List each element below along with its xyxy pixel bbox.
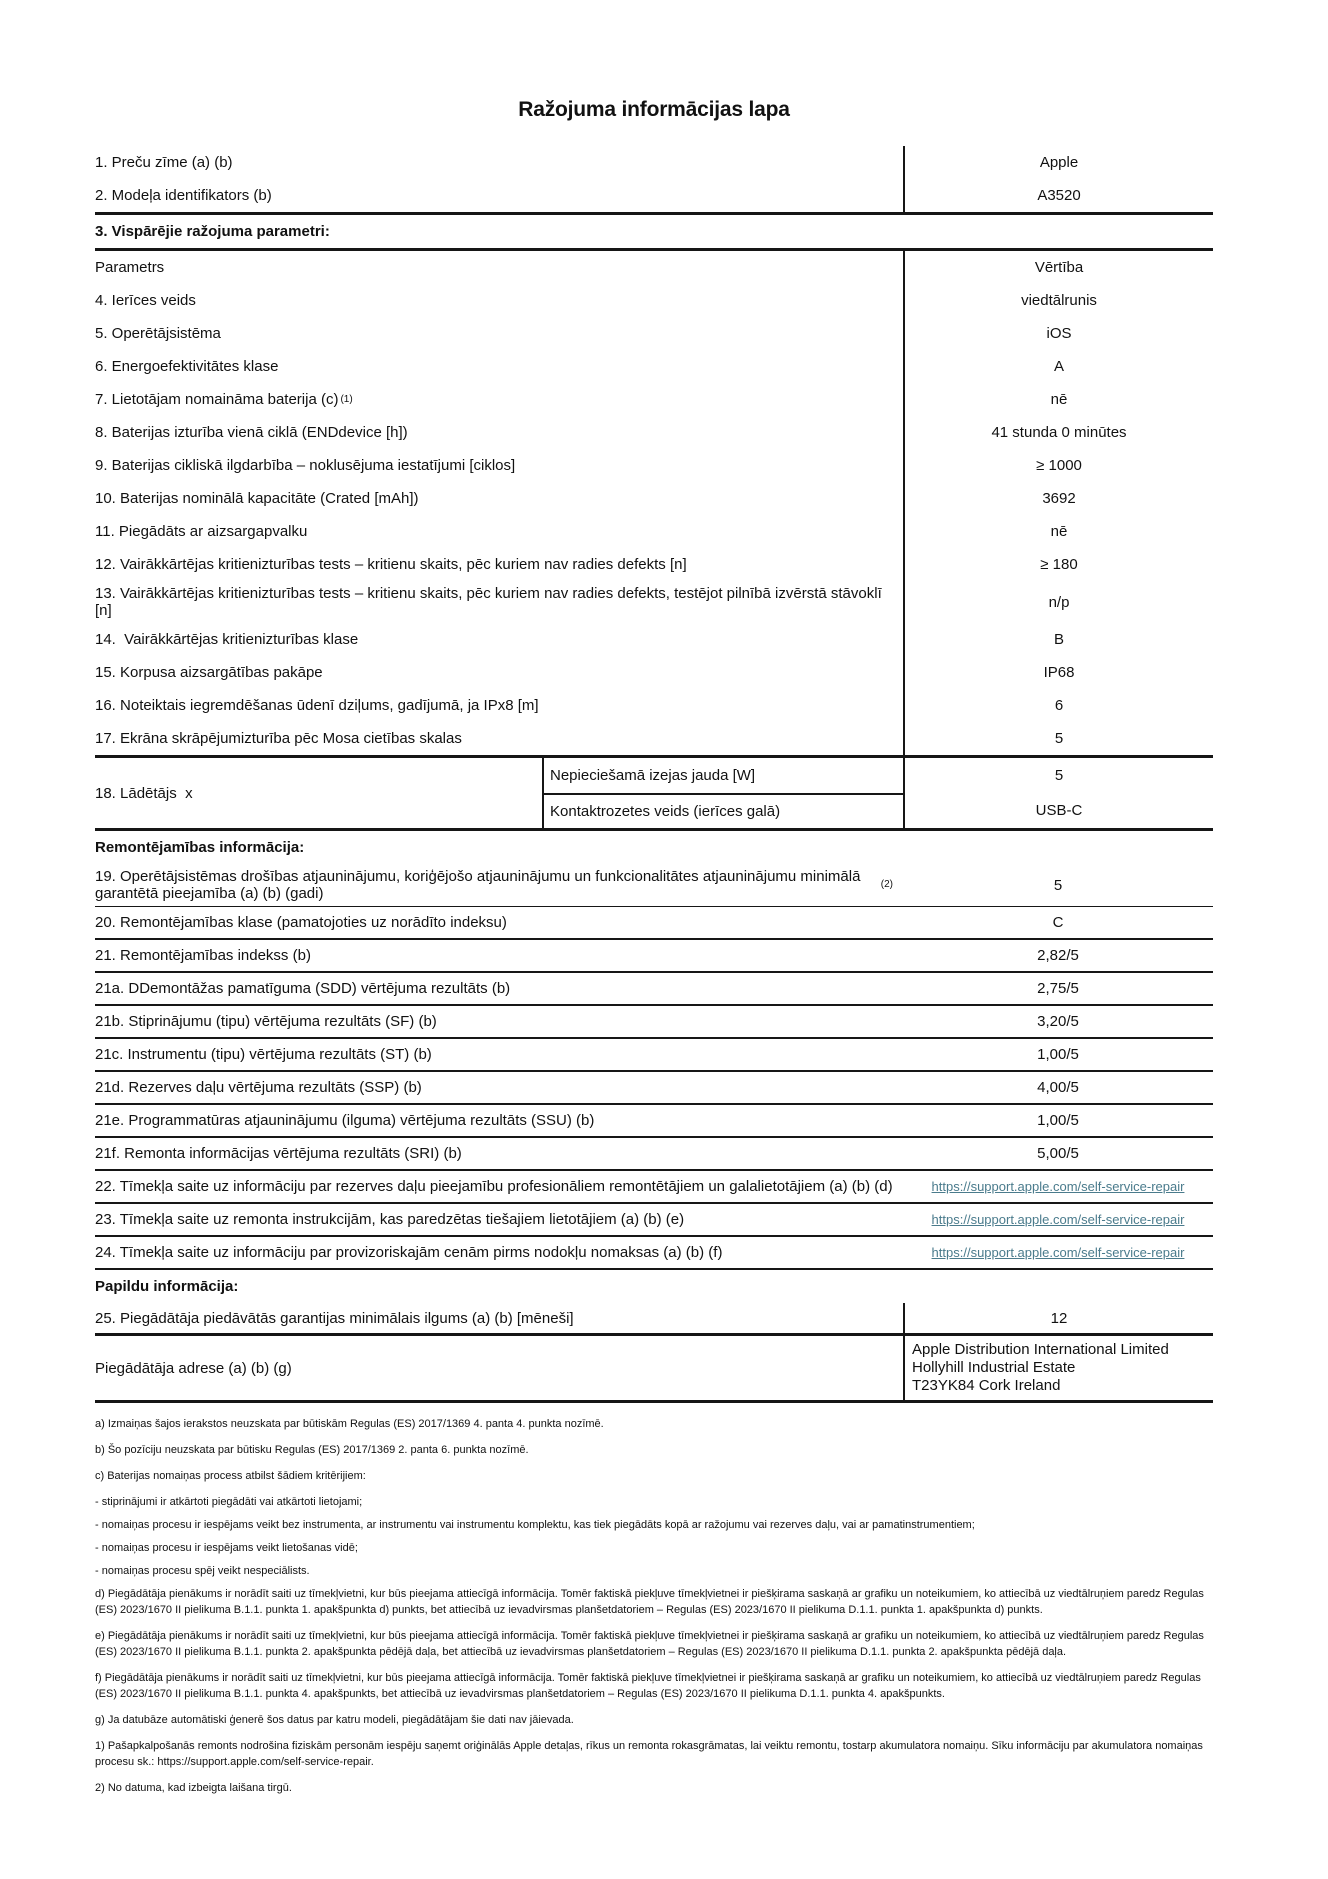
product-info-table bbox=[95, 146, 1213, 1403]
footnote: f) Piegādātāja pienākums ir norādīt saiti uz tīmekļvietni, kur būs pieejama attiecīgā informācija. Tomēr faktiskā piekļuve tīmekļvietnei ir piešķirama saskaņā ar grafiku un noteikumiem, ko attiecībā uz viedtālruņiem paredz Regulas (ES) 2023/1670 II pielikuma B.1.1. punkta 4. apakšpunkts, bet attiecībā uz ievadvirsmas planšetdatoriem – Regulas (ES) 2023/1670 II pielikuma D.1.1. punkta 4. apakšpunkts. bbox=[95, 1672, 1201, 1700]
section-heading-label: 3. Vispārējie ražojuma parametri: bbox=[95, 223, 330, 240]
row-value-text: 1,00/5 bbox=[1037, 1046, 1079, 1063]
table-row bbox=[95, 548, 1213, 581]
table-row bbox=[95, 1006, 1213, 1039]
row-value-text: 5 bbox=[1054, 767, 1064, 784]
table-row bbox=[95, 1303, 1213, 1336]
row-label bbox=[95, 623, 903, 656]
row-label: 19. Operētājsistēmas drošības atjauninājumu, koriģējošo atjauninājumu un funkcionalitātes atjauninājumu minimālā garantētā pieejamība (a) (b) (gadi) (2) bbox=[95, 868, 893, 902]
row-value-text: B bbox=[1053, 631, 1064, 648]
row-label-text: 11. Piegādāts ar aizsargapvalku bbox=[95, 523, 308, 540]
row-label bbox=[95, 1138, 903, 1169]
table-row bbox=[95, 864, 1213, 907]
row-label bbox=[95, 1303, 903, 1333]
row-value bbox=[903, 1171, 1213, 1202]
row-value bbox=[903, 179, 1213, 212]
row-value bbox=[903, 1006, 1213, 1037]
row-value bbox=[903, 515, 1213, 548]
row-value-text: 5,00/5 bbox=[1037, 1145, 1079, 1162]
row-value bbox=[903, 548, 1213, 581]
row-label bbox=[95, 251, 903, 284]
row-label bbox=[95, 1039, 903, 1070]
row-label bbox=[95, 689, 903, 722]
row-label bbox=[95, 1072, 903, 1103]
row-value-text: ≥ 180 bbox=[1040, 556, 1078, 573]
row-label bbox=[95, 1006, 903, 1037]
row-value bbox=[903, 940, 1213, 971]
row-value bbox=[903, 317, 1213, 350]
row-value bbox=[903, 1204, 1213, 1235]
row-label-text: 8. Baterijas izturība vienā ciklā (ENDdevice [h]) bbox=[95, 424, 408, 441]
footnote: - nomaiņas procesu spēj veikt nespeciālists. bbox=[95, 1565, 310, 1577]
footnote: 1) Pašapkalpošanās remonts nodrošina fiziskām personām iespēju saņemt oriģinālās Apple detaļas, rīkus un remonta rokasgrāmatas, lai veiktu remontu, tostarp akumulatora nomaiņu. Sīku informāciju par akumulatora nomaiņas procesu sk.: https://support.apple.com/self-service-repair. bbox=[95, 1740, 1203, 1768]
row-value-text: nē bbox=[1050, 391, 1068, 408]
row-label bbox=[95, 722, 903, 755]
row-value bbox=[903, 1072, 1213, 1103]
row-label-text: 21a. DDemontāžas pamatīguma (SDD) vērtējuma rezultāts (b) bbox=[95, 980, 511, 997]
row-label-text: 21f. Remonta informācijas vērtējuma rezultāts (SRI) (b) bbox=[95, 1145, 462, 1162]
row-label-text: Nepieciešamā izejas jauda [W] bbox=[550, 767, 756, 784]
row-value bbox=[903, 1039, 1213, 1070]
row-label bbox=[95, 284, 903, 317]
row-label: 7. Lietotājam nomaināma baterija (c) (1) bbox=[95, 391, 353, 408]
row-label-text: 22. Tīmekļa saite uz informāciju par rezerves daļu pieejamību profesionāliem remontētājiem un galalietotājiem (a) (b) (d) bbox=[95, 1178, 893, 1195]
section-heading-label: Remontējamības informācija: bbox=[95, 839, 305, 856]
row-label bbox=[95, 146, 903, 179]
row-value bbox=[903, 383, 1213, 416]
row-value-text: n/p bbox=[1048, 593, 1070, 611]
row-label bbox=[95, 1204, 903, 1235]
row-label-text: 18. Lādētājs x bbox=[95, 784, 193, 802]
row-label bbox=[95, 1336, 903, 1400]
row-value-text: 4,00/5 bbox=[1037, 1079, 1079, 1096]
row-label-text: 12. Vairākkārtējas kritienizturības tests – kritienu skaits, pēc kuriem nav radies defekts [n] bbox=[95, 556, 687, 573]
row-label bbox=[95, 758, 542, 828]
row-label bbox=[95, 548, 903, 581]
footnotes bbox=[95, 1416, 1213, 1796]
row-label-text: 7. Lietotājam nomaināma baterija (c) bbox=[95, 391, 339, 408]
row-value-text: 3,20/5 bbox=[1037, 1013, 1079, 1030]
table-row bbox=[95, 689, 1213, 722]
charger-subtable bbox=[542, 758, 903, 828]
row-value-text: USB-C bbox=[1035, 802, 1083, 819]
row-label-text: 14. Vairākkārtējas kritienizturības klase bbox=[95, 631, 359, 648]
row-value bbox=[903, 907, 1213, 938]
table-row bbox=[95, 482, 1213, 515]
charger-subrow-value bbox=[905, 758, 1213, 793]
row-value bbox=[903, 1105, 1213, 1136]
row-value-text: IP68 bbox=[1043, 664, 1075, 681]
row-label bbox=[95, 350, 903, 383]
table-row bbox=[95, 1072, 1213, 1105]
table-row bbox=[95, 179, 1213, 212]
footnote: d) Piegādātāja pienākums ir norādīt saiti uz tīmekļvietni, kur būs pieejama attiecīgā informācija. Tomēr faktiskā piekļuve tīmekļvietnei ir piešķirama saskaņā ar grafiku un noteikumiem, ko attiecībā uz viedtālruņiem paredz Regulas (ES) 2023/1670 II pielikuma B.1.1. punkta 1. apakšpunkta d) punkts, bet attiecībā uz ievadvirsmas planšetdatoriem – Regulas (ES) 2023/1670 II pielikuma D.1.1. punkta 1. apakšpunkta d) punkts. bbox=[95, 1588, 1204, 1616]
row-label-text: 15. Korpusa aizsargātības pakāpe bbox=[95, 664, 323, 681]
row-label bbox=[95, 1237, 903, 1268]
row-label bbox=[95, 416, 903, 449]
row-value-text: A bbox=[1053, 358, 1064, 375]
row-value bbox=[903, 656, 1213, 689]
row-value-text: ≥ 1000 bbox=[1036, 457, 1082, 474]
row-label-text: 6. Energoefektivitātes klase bbox=[95, 358, 279, 375]
section-heading bbox=[95, 1270, 1213, 1303]
row-value bbox=[903, 146, 1213, 179]
footnote: e) Piegādātāja pienākums ir norādīt saiti uz tīmekļvietni, kur būs pieejama attiecīgā informācija. Tomēr faktiskā piekļuve tīmekļvietnei ir piešķirama saskaņā ar grafiku un noteikumiem, ko attiecībā uz viedtālruņiem paredz Regulas (ES) 2023/1670 II pielikuma B.1.1. punkta 2. apakšpunkta pēdējā daļa, bet attiecībā uz ievadvirsmas planšetdatoriem – Regulas (ES) 2023/1670 II pielikuma D.1.1. punkta 2. apakšpunkta pēdējā daļa. bbox=[95, 1630, 1204, 1658]
row-value-text: 6 bbox=[1054, 697, 1064, 714]
row-label-text: 2. Modeļa identifikators (b) bbox=[95, 187, 272, 204]
table-row bbox=[95, 940, 1213, 973]
table-row bbox=[95, 1039, 1213, 1072]
support-link[interactable]: https://support.apple.com/self-service-repair bbox=[931, 1179, 1185, 1194]
row-value-text: C bbox=[1052, 914, 1064, 931]
table-row bbox=[95, 656, 1213, 689]
footnote: b) Šo pozīciju neuzskata par būtisku Regulas (ES) 2017/1369 2. panta 6. punkta nozīmē. bbox=[95, 1444, 529, 1456]
row-label bbox=[95, 581, 903, 623]
table-row bbox=[95, 1105, 1213, 1138]
row-label-text: 10. Baterijas nominālā kapacitāte (Crated [mAh]) bbox=[95, 490, 419, 507]
table-row bbox=[95, 416, 1213, 449]
row-label-text: Kontaktrozetes veids (ierīces galā) bbox=[550, 803, 781, 820]
row-label bbox=[95, 515, 903, 548]
charger-subrow-label bbox=[544, 758, 903, 793]
row-label bbox=[95, 656, 903, 689]
row-value bbox=[903, 251, 1213, 284]
row-label-text: 23. Tīmekļa saite uz remonta instrukcijām, kas paredzētas tiešajiem lietotājiem (a) (b) (e) bbox=[95, 1211, 685, 1228]
footnote: - nomaiņas procesu ir iespējams veikt lietošanas vidē; bbox=[95, 1542, 358, 1554]
row-value-text: A3520 bbox=[1037, 187, 1081, 204]
row-value bbox=[903, 416, 1213, 449]
row-label-text: 20. Remontējamības klase (pamatojoties uz norādīto indeksu) bbox=[95, 914, 507, 931]
row-value bbox=[903, 482, 1213, 515]
table-row bbox=[95, 1138, 1213, 1171]
row-value-text: iOS bbox=[1046, 325, 1072, 342]
support-link[interactable]: https://support.apple.com/self-service-repair bbox=[931, 1245, 1185, 1260]
row-value-text: 41 stunda 0 minūtes bbox=[991, 424, 1127, 441]
charger-subrow-value bbox=[905, 793, 1213, 828]
row-label-text: 4. Ierīces veids bbox=[95, 292, 196, 309]
row-label-text: 5. Operētājsistēma bbox=[95, 325, 221, 342]
row-label-text: 21c. Instrumentu (tipu) vērtējuma rezultāts (ST) (b) bbox=[95, 1046, 432, 1063]
row-value-text: 2,75/5 bbox=[1037, 980, 1079, 997]
table-row bbox=[95, 284, 1213, 317]
row-value bbox=[903, 623, 1213, 656]
row-value-text: 1,00/5 bbox=[1037, 1112, 1079, 1129]
section-heading-label: Papildu informācija: bbox=[95, 1278, 239, 1295]
link-row bbox=[95, 1171, 1213, 1204]
row-value bbox=[903, 449, 1213, 482]
row-label bbox=[95, 907, 903, 938]
row-value bbox=[903, 1336, 1213, 1400]
row-label-text: 21b. Stiprinājumu (tipu) vērtējuma rezultāts (SF) (b) bbox=[95, 1013, 437, 1030]
row-label bbox=[95, 1171, 903, 1202]
row-label bbox=[95, 449, 903, 482]
row-label bbox=[95, 973, 903, 1004]
row-label bbox=[95, 482, 903, 515]
row-label-text: 13. Vairākkārtējas kritienizturības tests – kritienu skaits, pēc kuriem nav radies defekts, testējot pilnībā izvērstā stāvoklī [n] bbox=[95, 585, 882, 619]
row-label-text: 21d. Rezerves daļu vērtējuma rezultāts (SSP) (b) bbox=[95, 1079, 422, 1096]
row-label-text: 1. Preču zīme (a) (b) bbox=[95, 154, 233, 171]
row-value bbox=[903, 1138, 1213, 1169]
support-link[interactable]: https://support.apple.com/self-service-repair bbox=[931, 1212, 1185, 1227]
address-line: Apple Distribution International Limited bbox=[912, 1341, 1169, 1358]
row-label-text: 9. Baterijas cikliskā ilgdarbība – noklusējuma iestatījumi [ciklos] bbox=[95, 457, 516, 474]
row-label-text: 21. Remontējamības indekss (b) bbox=[95, 947, 311, 964]
row-value-text: 5 bbox=[1054, 730, 1064, 747]
footnote: - nomaiņas procesu ir iespējams veikt bez instrumenta, ar instrumentu vai instrumentu komplektu, kas tiek piegādāts kopā ar ražojumu vai rezerves daļu, vai ar pamatinstrumentiem; bbox=[95, 1519, 975, 1531]
footnote: g) Ja datubāze automātiski ģenerē šos datus par katru modeli, piegādātājam šie dati nav jāievada. bbox=[95, 1714, 574, 1726]
table-row bbox=[95, 317, 1213, 350]
charger-subrow-label bbox=[544, 793, 903, 828]
row-value-text: 5 bbox=[1053, 876, 1063, 894]
row-value bbox=[903, 722, 1213, 755]
footnote: a) Izmaiņas šajos ierakstos neuzskata par būtiskām Regulas (ES) 2017/1369 4. panta 4. punkta nozīmē. bbox=[95, 1418, 604, 1430]
row-label bbox=[95, 940, 903, 971]
footnote: 2) No datuma, kad izbeigta laišana tirgū. bbox=[95, 1782, 292, 1794]
row-value-text: 12 bbox=[1050, 1309, 1068, 1327]
row-value bbox=[903, 350, 1213, 383]
link-row bbox=[95, 1204, 1213, 1237]
table-row bbox=[95, 146, 1213, 179]
row-label-text: 19. Operētājsistēmas drošības atjauninājumu, koriģējošo atjauninājumu un funkcionalitātes atjauninājumu minimālā garantētā pieejamība (a) (b) (gadi) bbox=[95, 868, 861, 902]
row-value-text: 3692 bbox=[1042, 490, 1076, 507]
charger-row bbox=[95, 755, 1213, 831]
table-row bbox=[95, 722, 1213, 755]
table-row bbox=[95, 973, 1213, 1006]
address-line: T23YK84 Cork Ireland bbox=[912, 1377, 1061, 1394]
row-value bbox=[903, 581, 1213, 623]
row-value bbox=[903, 973, 1213, 1004]
table-row bbox=[95, 623, 1213, 656]
supplier-address-row bbox=[95, 1336, 1213, 1403]
row-value bbox=[903, 864, 1213, 906]
table-row bbox=[95, 907, 1213, 940]
section-heading bbox=[95, 831, 1213, 864]
row-value bbox=[903, 1303, 1213, 1333]
address-line: Hollyhill Industrial Estate bbox=[912, 1359, 1076, 1376]
row-label-text: 24. Tīmekļa saite uz informāciju par provizoriskajām cenām pirms nodokļu nomaksas (a) (b) (f) bbox=[95, 1244, 723, 1261]
row-label-text: Parametrs bbox=[95, 259, 165, 276]
row-label-text: 17. Ekrāna skrāpējumizturība pēc Mosa cietības skalas bbox=[95, 730, 462, 747]
table-row bbox=[95, 581, 1213, 623]
charger-values bbox=[903, 758, 1213, 828]
row-label-text: 16. Noteiktais iegremdēšanas ūdenī dziļums, gadījumā, ja IPx8 [m] bbox=[95, 697, 539, 714]
table-row bbox=[95, 515, 1213, 548]
row-value-text: viedtālrunis bbox=[1021, 292, 1097, 309]
row-value-text: 2,82/5 bbox=[1037, 947, 1079, 964]
page-title: Ražojuma informācijas lapa bbox=[518, 98, 790, 121]
table-row bbox=[95, 383, 1213, 416]
row-label-text: 25. Piegādātāja piedāvātās garantijas minimālais ilgums (a) (b) [mēneši] bbox=[95, 1309, 574, 1327]
table-row bbox=[95, 449, 1213, 482]
table-row bbox=[95, 350, 1213, 383]
row-value-text: Apple bbox=[1039, 154, 1079, 171]
row-value bbox=[903, 689, 1213, 722]
row-label bbox=[95, 317, 903, 350]
row-value-text: nē bbox=[1050, 523, 1068, 540]
section-heading bbox=[95, 212, 1213, 251]
link-row bbox=[95, 1237, 1213, 1270]
table-row bbox=[95, 251, 1213, 284]
row-label bbox=[95, 1105, 903, 1136]
footnote: c) Baterijas nomaiņas process atbilst šādiem kritērijiem: bbox=[95, 1470, 366, 1482]
row-value-text: Vērtība bbox=[1034, 259, 1084, 276]
row-value bbox=[903, 1237, 1213, 1268]
row-label-text: 21e. Programmatūras atjauninājumu (ilguma) vērtējuma rezultāts (SSU) (b) bbox=[95, 1112, 595, 1129]
row-label bbox=[95, 179, 903, 212]
row-value bbox=[903, 284, 1213, 317]
row-label-text: Piegādātāja adrese (a) (b) (g) bbox=[95, 1359, 292, 1377]
footnote: - stiprinājumi ir atkārtoti piegādāti vai atkārtoti lietojami; bbox=[95, 1496, 363, 1508]
